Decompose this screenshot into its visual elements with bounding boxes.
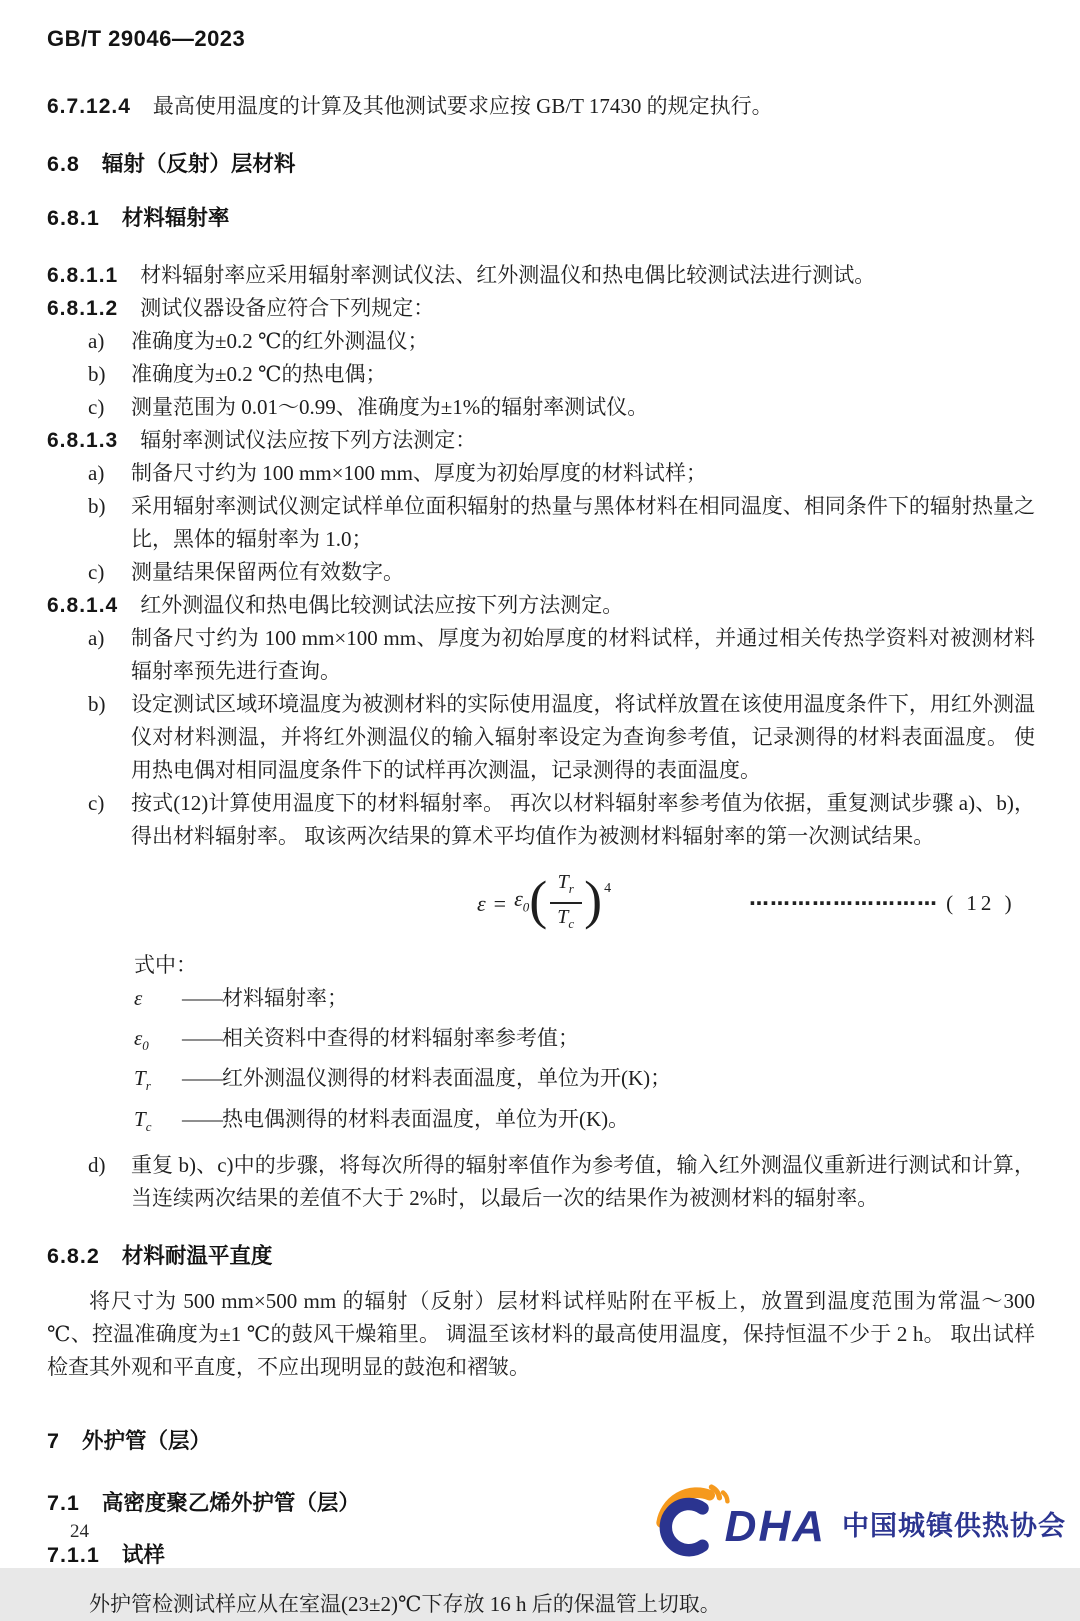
heading-6-8-1 <box>47 205 1035 231</box>
symbol-base: T <box>134 1066 146 1091</box>
formula-equation-number: ( 12 ) <box>946 890 1016 915</box>
cdha-logo <box>651 1480 1066 1560</box>
heading-number: 7.1 <box>47 1490 80 1515</box>
fraction-numerator <box>550 870 582 904</box>
clause-number: 6.8.1.1 <box>47 264 119 287</box>
item-label: a) <box>88 461 105 485</box>
heading-number: 6.8 <box>47 152 80 176</box>
item-text: 按式(12)计算使用温度下的材料辐射率。 再次以材料辐射率参考值为依据，重复测试步骤 a)、b)，得出材料辐射率。 取该两次结果的算术平均值作为被测材料辐射率的第一次测试结果。 <box>131 791 1035 848</box>
heading-number: 6.8.2 <box>47 1243 100 1268</box>
symbol-base: T <box>134 1106 146 1131</box>
item-label: c) <box>88 395 105 419</box>
list-item <box>47 358 1035 391</box>
item-text: 测量结果保留两位有效数字。 <box>131 560 404 584</box>
right-paren: ) <box>584 870 603 930</box>
clause-number: 6.8.1.3 <box>47 429 119 452</box>
clause-number: 6.7.12.4 <box>47 95 131 118</box>
list-item <box>47 1149 1035 1215</box>
clause-text: 材料辐射率应采用辐射率测试仪法、红外测温仪和热电偶比较测试法进行测试。 <box>140 263 876 287</box>
list-item <box>47 490 1035 556</box>
item-text: 制备尺寸约为 100 mm×100 mm、厚度为初始厚度的材料试样，并通过相关传热学资料对被测材料辐射率预先进行查询。 <box>131 626 1035 683</box>
symbol-row <box>134 982 1035 1022</box>
heading-number: 7.1.1 <box>47 1542 100 1567</box>
clause-text: 辐射率测试仪法应按下列方法测定： <box>140 428 477 452</box>
list-item <box>47 556 1035 589</box>
formula-dot-leader: ⋯⋯⋯⋯⋯⋯⋯⋯⋯ <box>749 890 939 915</box>
symbol-base: ε <box>134 1026 143 1051</box>
heading-6-8 <box>47 151 1035 177</box>
doc-code: GB/T 29046—2023 <box>47 26 246 51</box>
clause-6-8-1-4 <box>47 589 1035 622</box>
item-label: a) <box>88 626 105 650</box>
paragraph-7-1-1: 外护管检测试样应从在室温(23±2)℃下存放 16 h 后的保温管上切取。 <box>89 1591 721 1616</box>
numerator-subscript: r <box>568 881 574 896</box>
denominator-subscript: c <box>568 916 575 931</box>
item-text: 测量范围为 0.01～0.99、准确度为±1%的辐射率测试仪。 <box>131 395 649 419</box>
clause-6-8-1-2 <box>47 292 1035 325</box>
formula-lhs: ε <box>477 890 486 916</box>
symbol-subscript: r <box>145 1078 151 1094</box>
symbol-description: 红外测温仪测得的材料表面温度，单位为开(K)； <box>222 1066 672 1091</box>
item-text: 准确度为±0.2 ℃的热电偶； <box>131 362 387 386</box>
clause-6-8-1-1 <box>47 259 1035 292</box>
item-text: 采用辐射率测试仪测定试样单位面积辐射的热量与黑体材料在相同温度、相同条件下的辐射热量之比，黑体的辐射率为 1.0； <box>131 494 1035 551</box>
symbol-dash: —— <box>182 1066 222 1091</box>
item-label: b) <box>88 692 106 716</box>
symbol-subscript: c <box>145 1118 152 1134</box>
list-item <box>47 391 1035 424</box>
clause-text: 测试仪器设备应符合下列规定： <box>140 296 435 320</box>
symbol <box>134 1062 182 1102</box>
numerator-base: T <box>557 871 569 893</box>
fraction-denominator <box>549 904 582 936</box>
heading-title: 高密度聚乙烯外护管（层） <box>101 1490 360 1515</box>
symbol-base: ε <box>134 986 143 1010</box>
list-item <box>47 688 1035 787</box>
symbol <box>134 1103 182 1143</box>
list-item <box>47 457 1035 490</box>
symbol-description: 材料辐射率； <box>222 986 348 1010</box>
symbol-dash: —— <box>182 1106 222 1131</box>
symbol-dash: —— <box>182 986 222 1010</box>
symbol-dash: —— <box>182 1026 222 1051</box>
clause-text: 最高使用温度的计算及其他测试要求应按 GB/T 17430 的规定执行。 <box>152 94 773 118</box>
clause-number: 6.8.1.2 <box>47 297 119 320</box>
item-label: b) <box>88 494 106 518</box>
item-label: c) <box>88 560 105 584</box>
symbol-row <box>134 1062 1035 1102</box>
symbol <box>134 1022 182 1062</box>
symbol-row <box>134 1022 1035 1062</box>
list-item <box>47 622 1035 688</box>
heading-number: 6.8.1 <box>47 206 100 230</box>
left-paren: ( <box>529 870 548 930</box>
formula-12 <box>47 867 1035 939</box>
item-label: d) <box>88 1152 106 1177</box>
item-label: c) <box>88 791 105 815</box>
heading-title: 辐射（反射）层材料 <box>101 152 296 176</box>
list-item <box>47 787 1035 853</box>
list-item <box>47 325 1035 358</box>
symbol <box>134 982 182 1022</box>
symbol-subscript: 0 <box>142 1038 149 1054</box>
logo-abbr: DHA <box>724 1502 826 1551</box>
coefficient-base: ε <box>514 886 523 912</box>
symbol-row <box>134 1103 1035 1143</box>
item-text: 制备尺寸约为 100 mm×100 mm、厚度为初始厚度的材料试样； <box>131 461 707 485</box>
clause-number: 6.8.1.4 <box>47 594 119 617</box>
equals-sign: = <box>493 890 507 916</box>
heading-title: 外护管（层） <box>81 1428 211 1453</box>
formula-exponent: 4 <box>604 881 612 896</box>
cdha-logo-mark-icon <box>651 1480 731 1560</box>
logo-org-name: 中国城镇供热协会 <box>842 1510 1066 1541</box>
where-label: 式中： <box>134 953 197 977</box>
coefficient-subscript: 0 <box>522 899 530 915</box>
symbol-description: 相关资料中查得的材料辐射率参考值； <box>222 1026 579 1051</box>
page-number: 24 <box>70 1521 89 1542</box>
paragraph-6-8-2: 将尺寸为 500 mm×500 mm 的辐射（反射）层材料试样贴附在平板上，放置到温度范围为常温～300 ℃、控温准确度为±1 ℃的鼓风干燥箱里。 调温至该材料的最高使用温度，保持恒温不少于 2 h。 取出试样检查其外观和平直度，不应出现明显的鼓泡和褶皱。 <box>47 1288 1035 1379</box>
heading-6-8-2 <box>47 1243 1035 1269</box>
item-text: 准确度为±0.2 ℃的红外测温仪； <box>131 329 429 353</box>
heading-title: 试样 <box>121 1542 165 1567</box>
formula-expression <box>477 870 611 936</box>
clause-text: 红外测温仪和热电偶比较测试法应按下列方法测定。 <box>140 593 624 617</box>
item-label: a) <box>88 329 105 353</box>
clause-6-7-12-4 <box>47 90 1035 123</box>
fraction <box>549 870 582 936</box>
item-text: 设定测试区域环境温度为被测材料的实际使用温度，将试样放置在该使用温度条件下，用红外测温仪对材料测温，并将红外测温仪的输入辐射率设定为查询参考值，记录测得的材料表面温度。 使用热电偶对相同温度条件下的试样再次测温，记录测得的表面温度。 <box>131 692 1035 782</box>
heading-title: 材料耐温平直度 <box>121 1243 273 1268</box>
heading-7 <box>47 1428 1035 1454</box>
formula-coefficient <box>514 882 529 923</box>
denominator-base: T <box>557 906 569 928</box>
symbol-description: 热电偶测得的材料表面温度，单位为开(K)。 <box>222 1106 630 1131</box>
clause-6-8-1-3 <box>47 424 1035 457</box>
heading-number: 7 <box>47 1428 60 1453</box>
item-text: 重复 b)、c)中的步骤，将每次所得的辐射率值作为参考值，输入红外测温仪重新进行测试和计算，当连续两次结果的差值不大于 2%时，以最后一次的结果作为被测材料的辐射率。 <box>131 1152 1035 1210</box>
heading-title: 材料辐射率 <box>121 206 230 230</box>
item-label: b) <box>88 362 106 386</box>
